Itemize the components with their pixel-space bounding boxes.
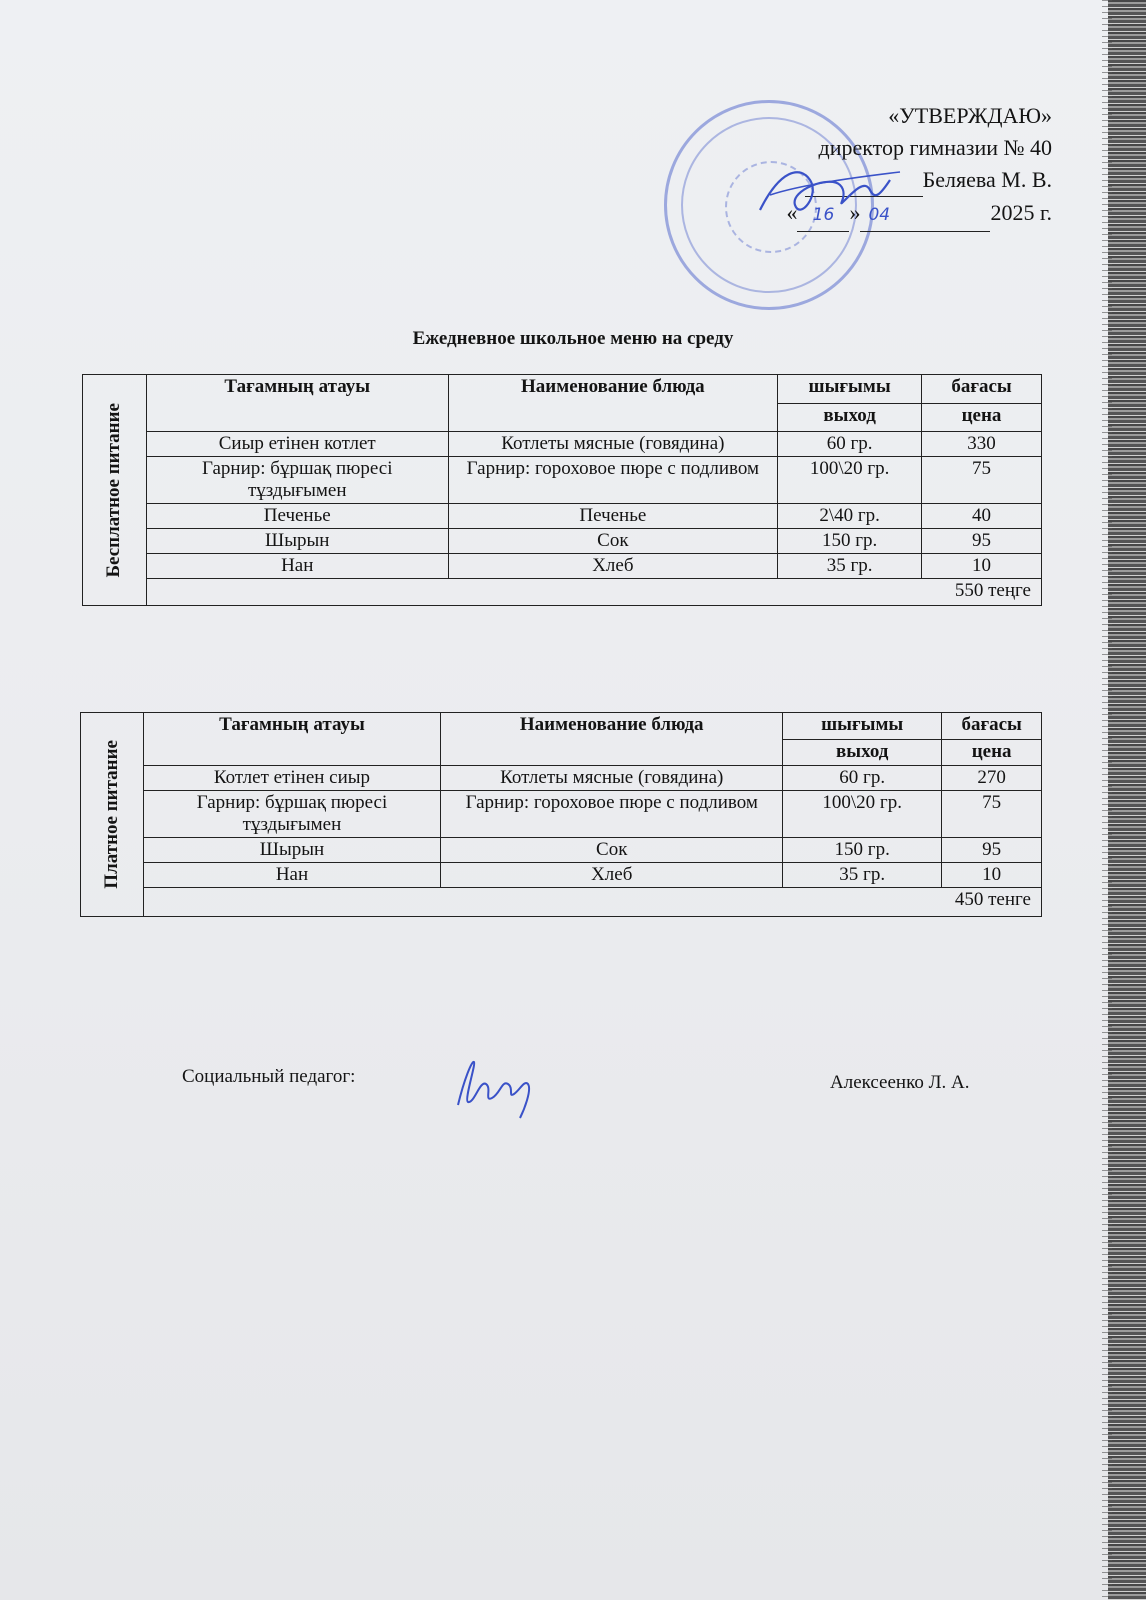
date-month: 04	[860, 199, 990, 232]
dish-kaz: Гарнир: бұршақ пюресі тұздығымен	[143, 791, 441, 838]
table-row	[81, 863, 1042, 888]
dish-output: 150 гр.	[783, 838, 942, 863]
dish-rus: Сок	[448, 529, 778, 554]
dish-rus: Котлеты мясные (говядина)	[441, 766, 783, 791]
footer-role: Социальный педагог:	[182, 1066, 356, 1087]
dish-price: 75	[922, 457, 1042, 504]
dish-price: 270	[942, 766, 1042, 791]
table-header-row	[83, 375, 1042, 404]
dish-rus: Котлеты мясные (говядина)	[448, 432, 778, 457]
section-label-cell	[83, 375, 147, 606]
header-kaz-name: Тағамның атауы	[143, 713, 441, 766]
header-output-rus: выход	[783, 740, 942, 766]
dish-output: 2\40 гр.	[778, 504, 922, 529]
header-rus-name: Наименование блюда	[441, 713, 783, 766]
footer-name: Алексеенко Л. А.	[830, 1072, 970, 1093]
dish-rus: Гарнир: гороховое пюре с подливом	[448, 457, 778, 504]
dish-output: 60 гр.	[778, 432, 922, 457]
table-row	[83, 529, 1042, 554]
dish-kaz: Сиыр етінен котлет	[146, 432, 448, 457]
dish-kaz: Шырын	[143, 838, 441, 863]
table-row	[81, 791, 1042, 838]
approval-position: директор гимназии № 40	[818, 135, 1052, 160]
approval-name: Беляева М. В.	[922, 167, 1052, 192]
page-title: Ежедневное школьное меню на среду	[412, 328, 734, 349]
header-kaz-name: Тағамның атауы	[146, 375, 448, 432]
date-year: 2025 г.	[990, 200, 1052, 225]
dish-kaz: Шырын	[146, 529, 448, 554]
total-amount: 450 тенге	[143, 888, 1041, 917]
dish-price: 40	[922, 504, 1042, 529]
dish-price: 10	[942, 863, 1042, 888]
header-price-kaz: бағасы	[942, 713, 1042, 740]
table-row	[83, 432, 1042, 457]
table-header-row	[81, 713, 1042, 740]
dish-output: 60 гр.	[783, 766, 942, 791]
dish-output: 100\20 гр.	[783, 791, 942, 838]
dish-kaz: Гарнир: бұршақ пюресі тұздығымен	[146, 457, 448, 504]
dish-rus: Печенье	[448, 504, 778, 529]
dish-output: 35 гр.	[783, 863, 942, 888]
date-open-quote: «	[786, 200, 798, 225]
dish-output: 150 гр.	[778, 529, 922, 554]
dish-rus: Гарнир: гороховое пюре с подливом	[441, 791, 783, 838]
paid-menu-table	[80, 712, 1042, 917]
approval-title: «УТВЕРЖДАЮ»	[888, 103, 1052, 128]
table-row	[81, 766, 1042, 791]
dish-price: 330	[922, 432, 1042, 457]
table-row	[81, 838, 1042, 863]
director-signature	[740, 150, 910, 240]
total-amount: 550 теңге	[146, 579, 1041, 606]
free-menu-table	[82, 374, 1042, 606]
dish-output: 35 гр.	[778, 554, 922, 579]
dish-price: 95	[922, 529, 1042, 554]
header-output-rus: выход	[778, 404, 922, 432]
dish-price: 10	[922, 554, 1042, 579]
table-total-row	[81, 888, 1042, 917]
dish-kaz: Нан	[143, 863, 441, 888]
date-close-quote: »	[849, 200, 861, 225]
header-output-kaz: шығымы	[778, 375, 922, 404]
header-output-kaz: шығымы	[783, 713, 942, 740]
section-label-cell	[81, 713, 144, 917]
scan-edge-artifact	[1108, 0, 1146, 1600]
pedagogue-signature	[450, 1050, 540, 1120]
dish-output: 100\20 гр.	[778, 457, 922, 504]
dish-kaz: Печенье	[146, 504, 448, 529]
header-price-rus: цена	[922, 404, 1042, 432]
dish-price: 95	[942, 838, 1042, 863]
section-label: Бесплатное питание	[103, 402, 125, 578]
table-row	[83, 554, 1042, 579]
dish-rus: Сок	[441, 838, 783, 863]
dish-rus: Хлеб	[448, 554, 778, 579]
header-rus-name: Наименование блюда	[448, 375, 778, 432]
dish-rus: Хлеб	[441, 863, 783, 888]
dish-kaz: Нан	[146, 554, 448, 579]
dish-price: 75	[942, 791, 1042, 838]
table-total-row	[83, 579, 1042, 606]
dish-kaz: Котлет етінен сиыр	[143, 766, 441, 791]
table-row	[83, 457, 1042, 504]
header-price-rus: цена	[942, 740, 1042, 766]
section-label: Платное питание	[100, 740, 122, 889]
header-price-kaz: бағасы	[922, 375, 1042, 404]
date-day: 16	[797, 199, 849, 232]
table-row	[83, 504, 1042, 529]
